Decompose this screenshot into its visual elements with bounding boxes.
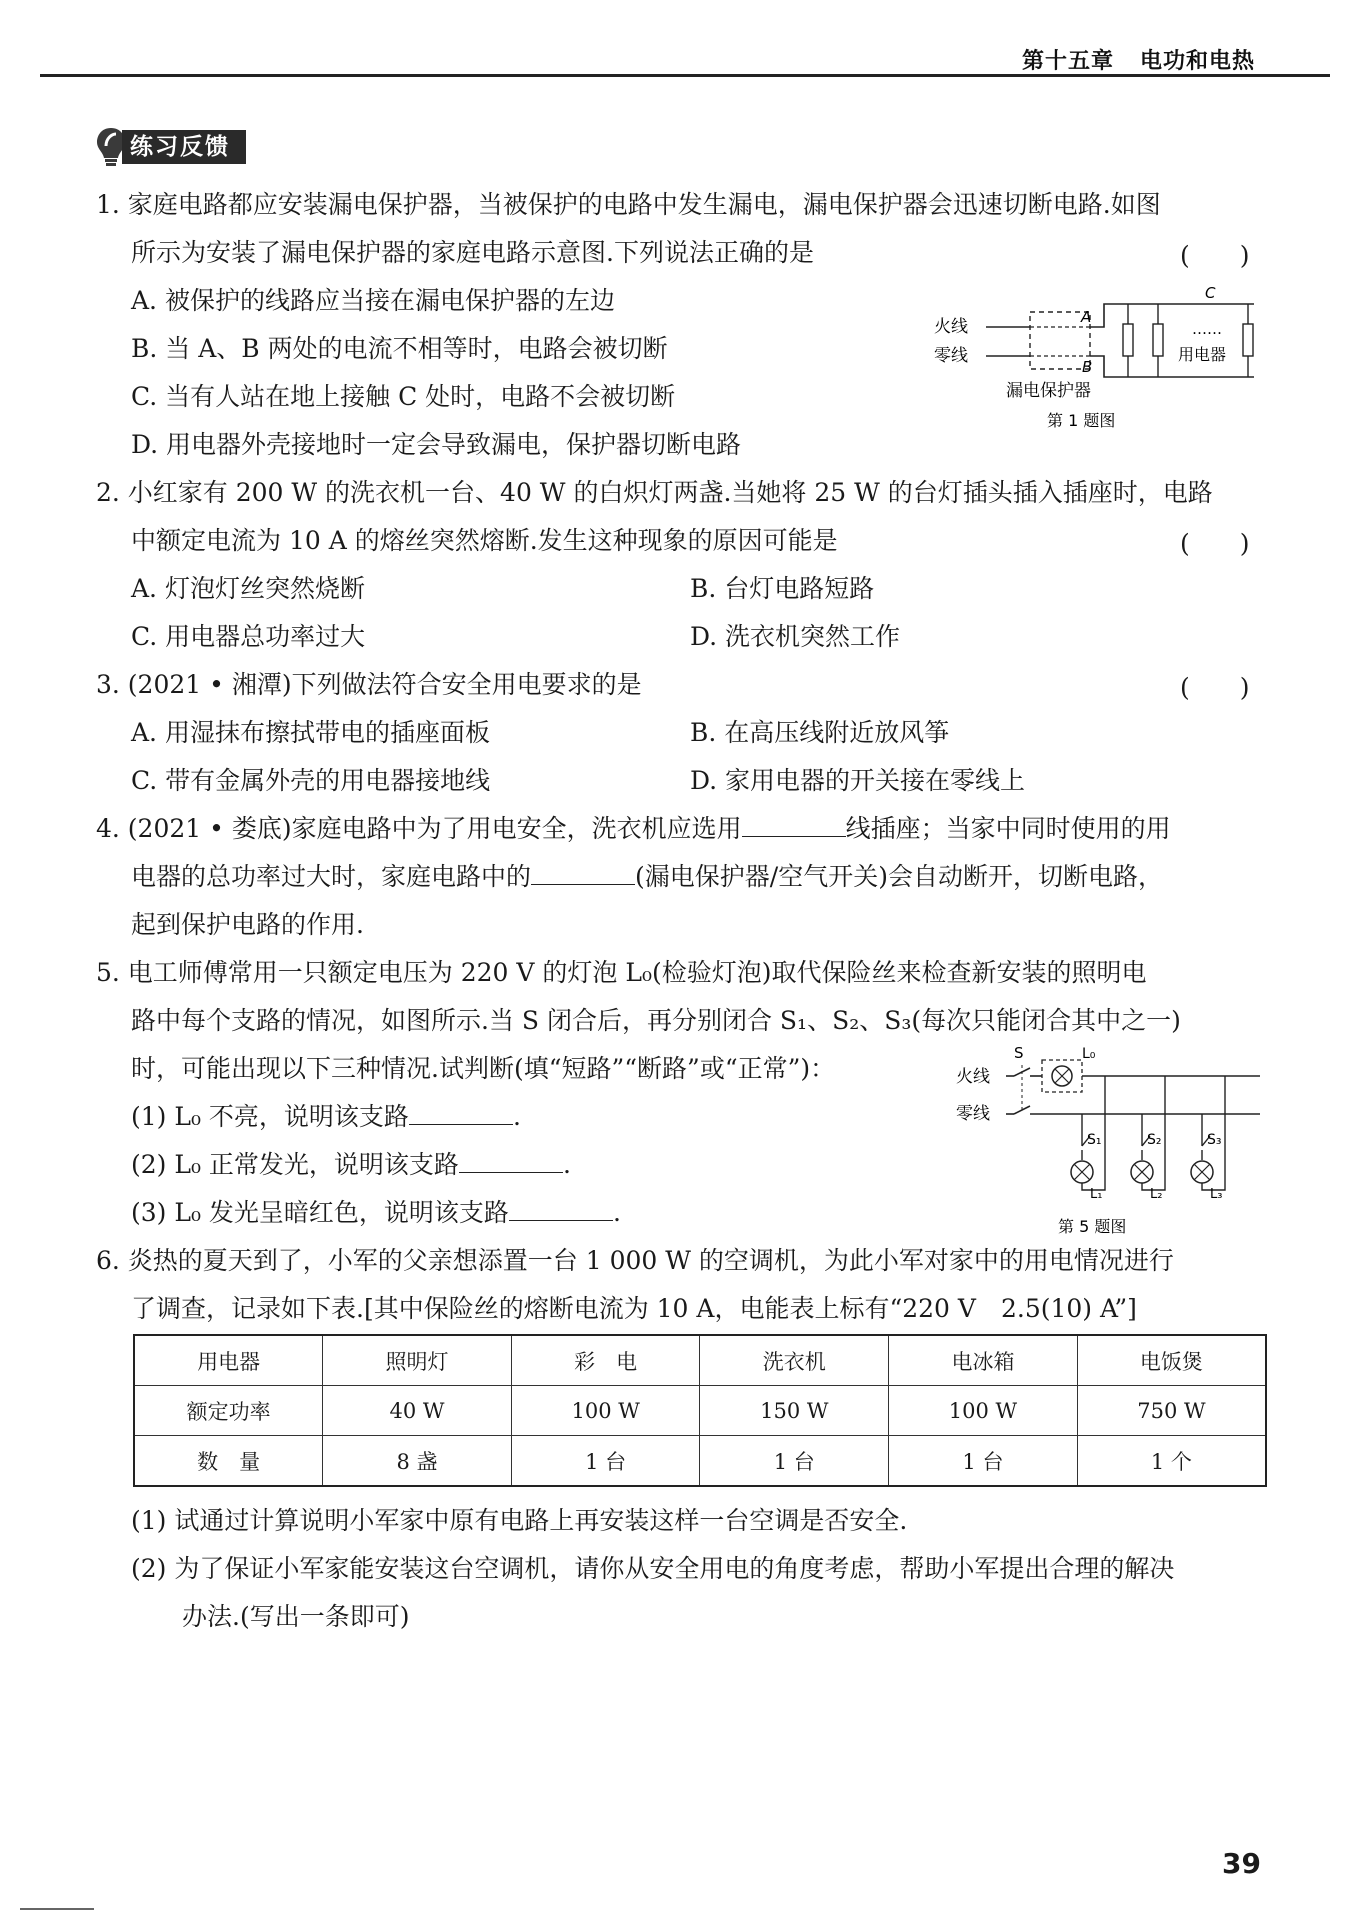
q5-sub1	[131, 1100, 521, 1134]
fig5-neutral-label: 零线	[956, 1104, 990, 1124]
q5-line2: 路中每个支路的情况，如图所示.当 S 闭合后，再分别闭合 S₁、S₂、S₃(每次只能闭合其中之一)	[131, 1006, 1181, 1035]
fig1-appliance-label: 用电器	[1178, 345, 1227, 364]
q3-option-c: C. 带有金属外壳的用电器接地线	[131, 766, 491, 795]
q5-sub1-period: .	[512, 1102, 521, 1131]
fig5-l1-label: L₁	[1090, 1187, 1103, 1202]
table-cell: 电冰箱	[889, 1335, 1078, 1386]
q4-line1-end: 线插座；当家中同时使用的用	[845, 814, 1171, 843]
table-cell: 40 W	[323, 1386, 512, 1436]
q1-option-a: A. 被保护的线路应当接在漏电保护器的左边	[131, 286, 615, 315]
header-rule	[40, 74, 1330, 77]
fig5-branch-1	[1071, 1076, 1105, 1202]
q5-circuit-figure	[950, 1040, 1270, 1240]
q5-sub3-text: (3) L₀ 发光呈暗红色，说明该支路	[131, 1198, 509, 1227]
q4-line3: 起到保护电路的作用.	[131, 910, 364, 939]
table-cell: 照明灯	[323, 1335, 512, 1386]
table-row	[134, 1335, 1266, 1386]
q1-circuit-figure	[930, 282, 1270, 432]
table-cell: 电饭煲	[1077, 1335, 1266, 1386]
fig5-l0-label: L₀	[1082, 1046, 1096, 1062]
fig5-branch-3	[1191, 1076, 1225, 1202]
table-row	[134, 1386, 1266, 1436]
q2-option-b: B. 台灯电路短路	[690, 574, 875, 603]
table-cell: 1 个	[1077, 1436, 1266, 1487]
fig1-live-label: 火线	[934, 317, 968, 337]
fig1-dots: ……	[1192, 320, 1222, 338]
q4-line1	[96, 812, 1171, 846]
footer-rule	[20, 1908, 94, 1910]
q1-option-b: B. 当 A、B 两处的电流不相等时，电路会被切断	[131, 334, 668, 363]
fig5-l2-label: L₂	[1150, 1187, 1163, 1202]
q3-option-a: A. 用湿抹布擦拭带电的插座面板	[131, 718, 490, 747]
fig5-s2-label: S₂	[1147, 1132, 1162, 1148]
section-badge-label: 练习反馈	[122, 130, 246, 164]
fig1-protector-label: 漏电保护器	[1006, 381, 1091, 401]
table-cell: 1 台	[700, 1436, 889, 1487]
section-badge	[94, 126, 254, 168]
q4-line2	[131, 860, 1163, 894]
q5-sub2	[131, 1148, 571, 1182]
fig5-l3-label: L₃	[1210, 1187, 1223, 1202]
q1-line1: 1. 家庭电路都应安装漏电保护器，当被保护的电路中发生漏电，漏电保护器会迅速切断电路.如图	[96, 190, 1161, 219]
q5-line3: 时，可能出现以下三种情况.试判断(填“短路”“断路”或“正常”)：	[131, 1054, 836, 1083]
q4-line2-start: 电器的总功率过大时，家庭电路中的	[131, 862, 532, 891]
fig5-s3-label: S₃	[1207, 1132, 1222, 1148]
fig5-s-label: S	[1014, 1044, 1024, 1062]
q5-line1: 5. 电工师傅常用一只额定电压为 220 V 的灯泡 L₀(检验灯泡)取代保险丝来检查新安装的照明电	[96, 958, 1147, 987]
q3-line1: 3. (2021 • 湘潭)下列做法符合安全用电要求的是	[96, 670, 642, 699]
table-cell: 750 W	[1077, 1386, 1266, 1436]
fig5-live-label: 火线	[956, 1067, 990, 1087]
q2-option-d: D. 洗衣机突然工作	[690, 622, 901, 651]
q3-option-d: D. 家用电器的开关接在零线上	[690, 766, 1026, 795]
q3-answer-paren: ( )	[1180, 673, 1250, 702]
q1-line2: 所示为安装了漏电保护器的家庭电路示意图.下列说法正确的是	[131, 238, 814, 267]
table-cell: 8 盏	[323, 1436, 512, 1487]
q6-line1: 6. 炎热的夏天到了，小军的父亲想添置一台 1 000 W 的空调机，为此小军对家中的用电情况进行	[96, 1246, 1174, 1275]
table-row	[134, 1436, 1266, 1487]
q5-sub1-text: (1) L₀ 不亮，说明该支路	[131, 1102, 409, 1131]
q1-answer-paren: ( )	[1180, 241, 1250, 270]
fig5-s1-label: S₁	[1087, 1132, 1102, 1148]
q4-line1-start: 4. (2021 • 娄底)家庭电路中为了用电安全，洗衣机应选用	[96, 814, 742, 843]
q2-line1: 2. 小红家有 200 W 的洗衣机一台、40 W 的白炽灯两盏.当她将 25 W 的台灯插头插入插座时，电路	[96, 478, 1213, 507]
page-number: 39	[1222, 1847, 1261, 1880]
q5-blank-1[interactable]	[409, 1102, 513, 1125]
q5-sub2-period: .	[562, 1150, 571, 1179]
q4-blank-2[interactable]	[531, 862, 635, 885]
table-cell: 100 W	[889, 1386, 1078, 1436]
q6-sub1: (1) 试通过计算说明小军家中原有电路上再安装这样一台空调是否安全.	[131, 1506, 908, 1535]
chapter-header	[1022, 44, 1255, 75]
q5-blank-2[interactable]	[459, 1150, 563, 1173]
q5-sub3-period: .	[612, 1198, 621, 1227]
q2-option-a: A. 灯泡灯丝突然烧断	[131, 574, 365, 603]
q6-sub2-cont: 办法.(写出一条即可)	[182, 1602, 410, 1631]
chapter-title: 电功和电热	[1140, 49, 1256, 74]
table-cell: 彩 电	[511, 1335, 700, 1386]
table-cell: 100 W	[511, 1386, 700, 1436]
table-cell: 1 台	[511, 1436, 700, 1487]
fig1-point-b: B	[1082, 358, 1093, 376]
table-cell: 数 量	[134, 1436, 323, 1487]
q2-option-c: C. 用电器总功率过大	[131, 622, 366, 651]
fig5-branch-2	[1131, 1076, 1165, 1202]
fig5-caption: 第 5 题图	[1058, 1217, 1127, 1236]
q2-answer-paren: ( )	[1180, 529, 1250, 558]
q6-sub2: (2) 为了保证小军家能安装这台空调机，请你从安全用电的角度考虑，帮助小军提出合理的解决	[131, 1554, 1175, 1583]
q3-option-b: B. 在高压线附近放风筝	[690, 718, 950, 747]
q5-sub3	[131, 1196, 621, 1230]
q2-line2: 中额定电流为 10 A 的熔丝突然熔断.发生这种现象的原因可能是	[131, 526, 838, 555]
table-cell: 150 W	[700, 1386, 889, 1436]
fig1-caption: 第 1 题图	[1047, 411, 1116, 430]
q1-option-c: C. 当有人站在地上接触 C 处时，电路不会被切断	[131, 382, 676, 411]
q5-blank-3[interactable]	[509, 1198, 613, 1221]
table-cell: 用电器	[134, 1335, 323, 1386]
q4-line2-end: (漏电保护器/空气开关)会自动断开，切断电路，	[635, 862, 1163, 891]
q6-appliance-table	[133, 1334, 1267, 1487]
fig1-point-a: A	[1081, 308, 1092, 326]
q1-option-d: D. 用电器外壳接地时一定会导致漏电，保护器切断电路	[131, 430, 742, 459]
fig1-neutral-label: 零线	[934, 346, 968, 366]
q6-line2: 了调查，记录如下表.[其中保险丝的熔断电流为 10 A，电能表上标有“220 V 2.5(10) A”]	[131, 1294, 1137, 1323]
table-cell: 1 台	[889, 1436, 1078, 1487]
q5-sub2-text: (2) L₀ 正常发光，说明该支路	[131, 1150, 459, 1179]
table-cell: 洗衣机	[700, 1335, 889, 1386]
fig1-point-c: C	[1205, 284, 1216, 302]
q4-blank-1[interactable]	[742, 814, 846, 837]
chapter-number: 第十五章	[1022, 49, 1115, 74]
table-cell: 额定功率	[134, 1386, 323, 1436]
